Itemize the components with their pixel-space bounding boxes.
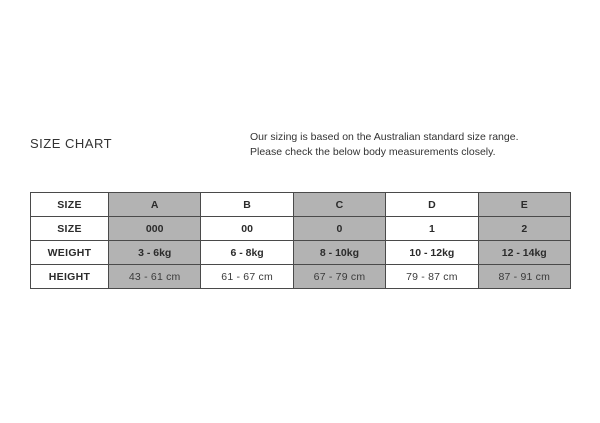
table-cell: 0 [293, 217, 385, 241]
table-cell: C [293, 193, 385, 217]
table-cell: 000 [109, 217, 201, 241]
table-cell: B [201, 193, 293, 217]
table-row [31, 265, 571, 289]
table-row [31, 193, 571, 217]
row-label: SIZE [31, 193, 109, 217]
table-cell: 6 - 8kg [201, 241, 293, 265]
intro-line-2: Please check the below body measurements closely. [250, 146, 496, 159]
row-label: WEIGHT [31, 241, 109, 265]
table-cell: 61 - 67 cm [201, 265, 293, 289]
size-chart-table [30, 192, 571, 289]
row-label: HEIGHT [31, 265, 109, 289]
table-cell: D [386, 193, 478, 217]
table-cell: 43 - 61 cm [109, 265, 201, 289]
table-cell: 79 - 87 cm [386, 265, 478, 289]
table-cell: 3 - 6kg [109, 241, 201, 265]
table-cell: 10 - 12kg [386, 241, 478, 265]
table-cell: 12 - 14kg [478, 241, 570, 265]
page-title: SIZE CHART [30, 136, 113, 151]
intro-line-1: Our sizing is based on the Australian standard size range. [250, 131, 519, 143]
table-row [31, 241, 571, 265]
table-cell: 1 [386, 217, 478, 241]
table-cell: 87 - 91 cm [478, 265, 570, 289]
table-cell: 67 - 79 cm [293, 265, 385, 289]
row-label: SIZE [31, 217, 109, 241]
header-row [30, 130, 570, 160]
table-cell: 8 - 10kg [293, 241, 385, 265]
intro-text [250, 130, 519, 160]
table-cell: 00 [201, 217, 293, 241]
table-cell: 2 [478, 217, 570, 241]
table-cell: E [478, 193, 570, 217]
table-cell: A [109, 193, 201, 217]
table-row [31, 217, 571, 241]
